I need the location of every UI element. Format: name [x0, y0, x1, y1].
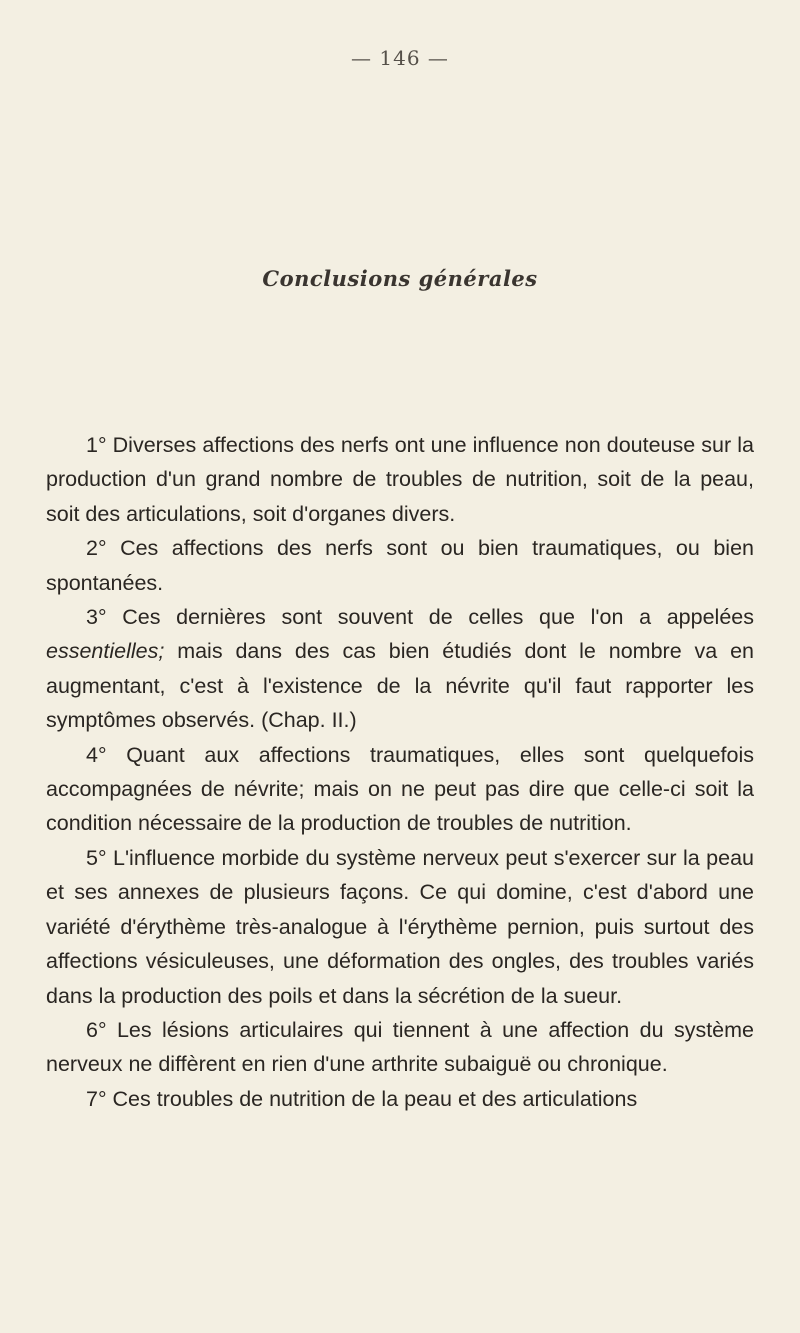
paragraph-7: 7° Ces troubles de nutrition de la peau et des articulations	[86, 1086, 638, 1111]
paragraph-3	[46, 600, 754, 738]
page-number: — 146 —	[351, 46, 449, 70]
paragraph-3-lead: 3° Ces dernières sont souvent de celles que l'on a appelées	[86, 605, 754, 630]
paragraph-4: 4° Quant aux affections traumatiques, elles sont quelquefois accompagnées de névrite; mais on ne peut pas dire que celle-ci soit la condition nécessaire de la production de troubles de nutrition.	[46, 742, 754, 836]
section-title: Conclusions générales	[262, 266, 538, 291]
paragraph-6: 6° Les lésions articulaires qui tiennent à une affection du système nerveux ne diffèrent en rien d'une arthrite subaiguë ou chronique.	[46, 1017, 754, 1077]
paragraph-2: 2° Ces affections des nerfs sont ou bien traumatiques, ou bien spontanées.	[46, 536, 754, 595]
paragraph-5: 5° L'influence morbide du système nerveux peut s'exercer sur la peau et ses annexes de plusieurs façons. Ce qui domine, c'est d'abord une variété d'érythème très-analogue à l'érythème pernion, puis surtout des affections vésiculeuses, une déformation des ongles, des troubles variés dans la production des poils et dans la sécrétion de la sueur.	[46, 845, 754, 1008]
paragraph-3-emphasis: essentielles;	[46, 639, 165, 664]
body-text	[46, 428, 754, 1116]
paragraph-3-rest: mais dans des cas bien étudiés dont le nombre va en augmentant, c'est à l'existence de la névrite qu'il faut rapporter les symptômes observés. (Chap. II.)	[46, 639, 754, 733]
paragraph-1: 1° Diverses affections des nerfs ont une influence non douteuse sur la production d'un grand nombre de troubles de nutrition, soit de la peau, soit des articulations, soit d'organes divers.	[46, 433, 754, 526]
